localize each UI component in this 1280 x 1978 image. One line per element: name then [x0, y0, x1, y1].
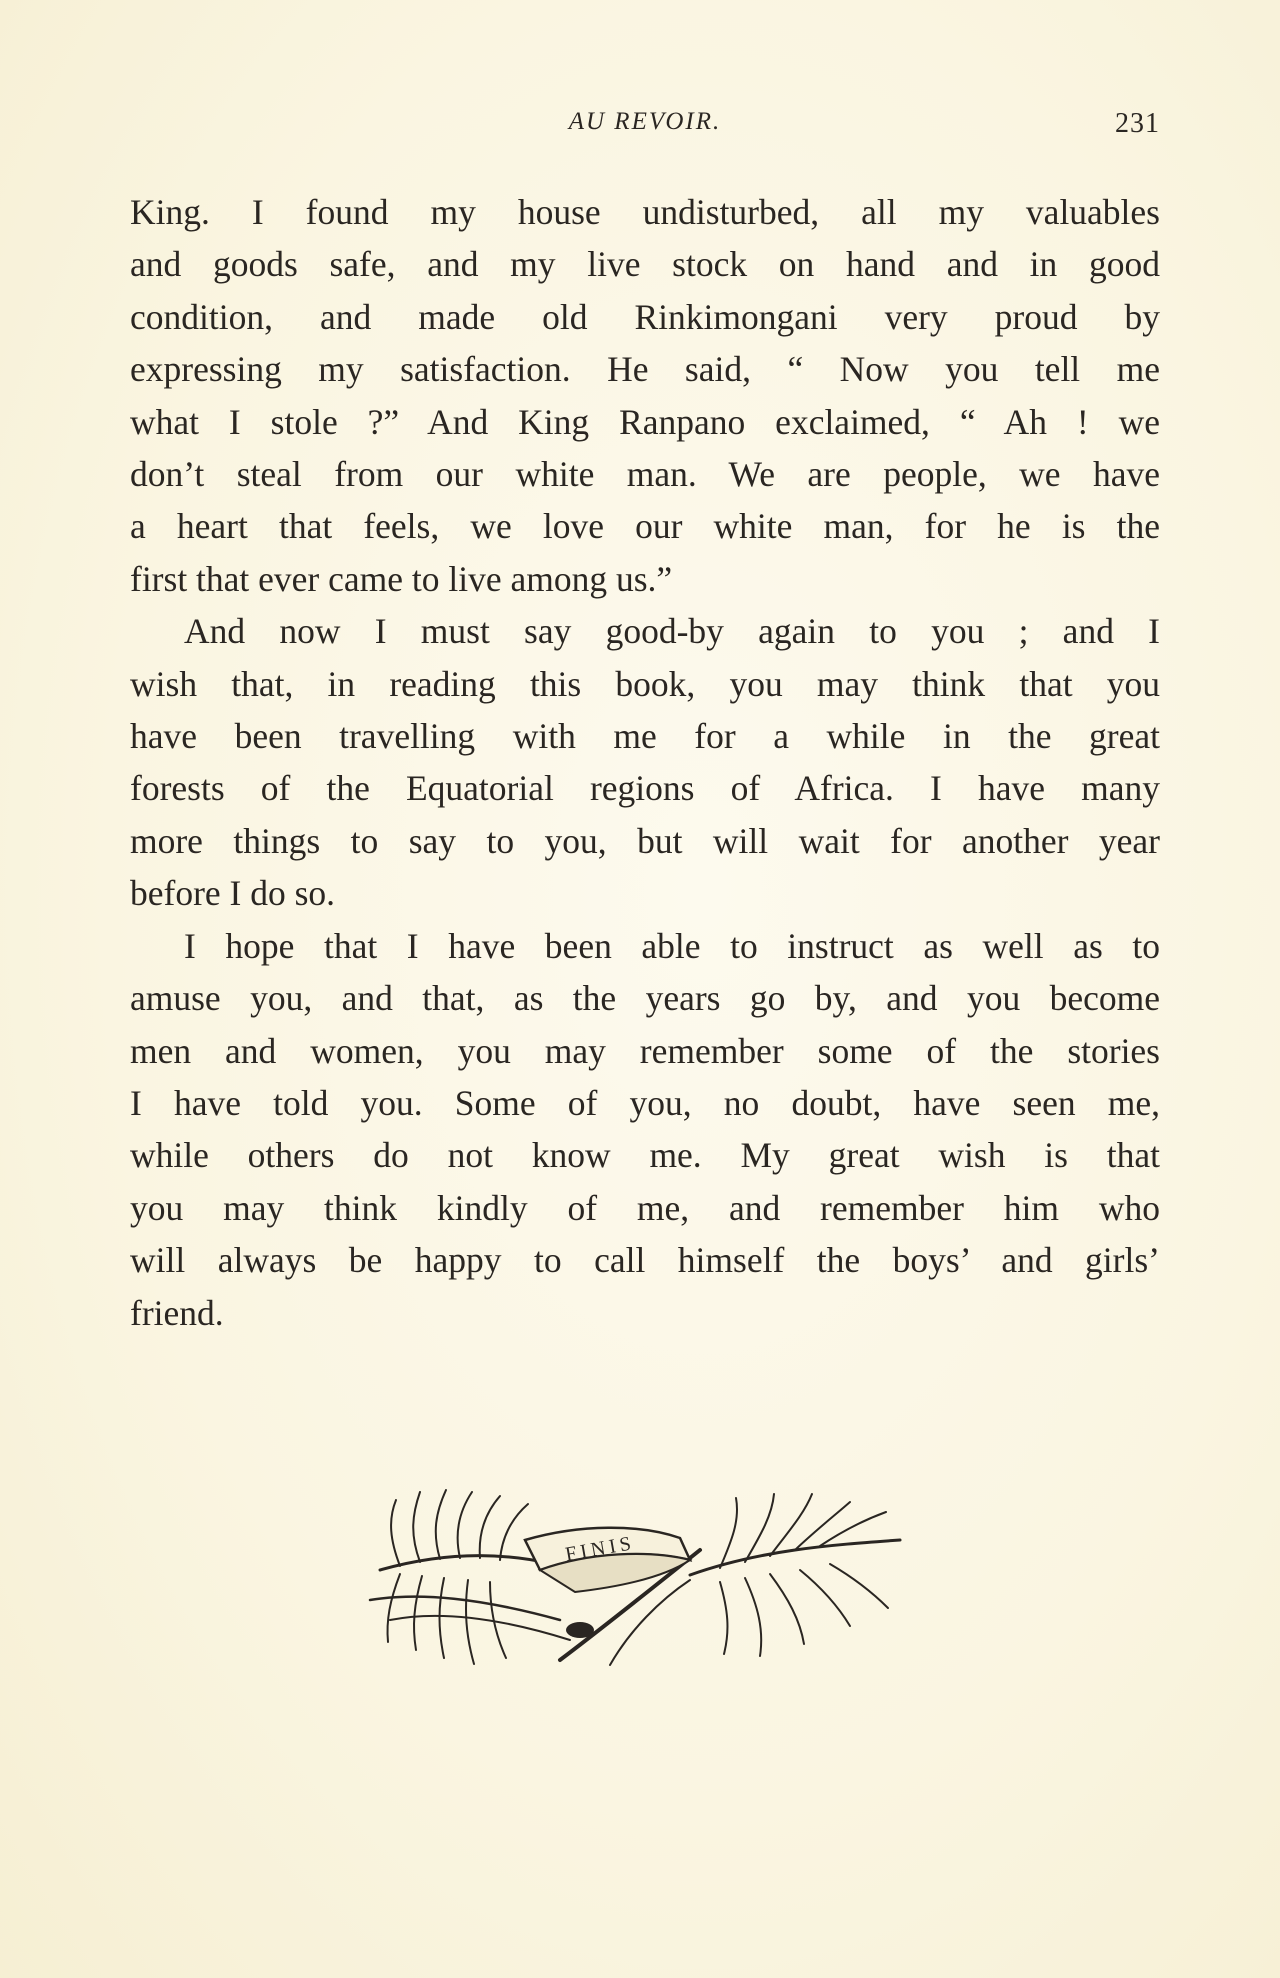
text-line: what I stole ?” And King Ranpano exclaimed, “ Ah ! we [130, 401, 1160, 442]
text-line: have been travelling with me for a while in the great [130, 716, 1160, 757]
text-line: will always be happy to call himself the boys’ and girls’ [130, 1240, 1160, 1281]
text-line: a heart that feels, we love our white man, for he is the [130, 506, 1160, 547]
text-line: King. I found my house undisturbed, all my valuables [130, 192, 1160, 232]
page-number: 231 [1115, 108, 1160, 139]
text-line: condition, and made old Rinkimongani very proud by [130, 296, 1160, 337]
text-line: wish that, in reading this book, you may think that you [130, 663, 1160, 704]
text-line: and goods safe, and my live stock on hand and in good [130, 244, 1160, 285]
body-text [130, 186, 1160, 1339]
palm-fronds-icon [360, 1480, 920, 1680]
text-line: while others do not know me. My great wish is that [130, 1135, 1160, 1176]
text-line: before I do so. [130, 873, 336, 914]
text-line: And now I must say good-by again to you ; and I [184, 611, 1160, 652]
text-line: first that ever came to live among us.” [130, 558, 673, 599]
text-line: men and women, you may remember some of the stories [130, 1030, 1160, 1071]
running-title: AU REVOIR. [568, 108, 722, 135]
text-line: you may think kindly of me, and remember him who [130, 1187, 1160, 1228]
paragraph-1 [130, 186, 1160, 605]
text-line: don’t steal from our white man. We are people, we have [130, 454, 1160, 495]
text-line: forests of the Equatorial regions of Africa. I have many [130, 768, 1160, 809]
finis-text: FINIS [563, 1531, 637, 1566]
text-line: friend. [130, 1292, 224, 1333]
paragraph-3 [130, 920, 1160, 1339]
finis-ornament [360, 1480, 920, 1680]
paragraph-2 [130, 605, 1160, 919]
text-line: more things to say to you, but will wait for another year [130, 820, 1160, 861]
text-line: expressing my satisfaction. He said, “ Now you tell me [130, 349, 1160, 390]
text-line: I have told you. Some of you, no doubt, have seen me, [130, 1082, 1160, 1123]
text-line: amuse you, and that, as the years go by, and you become [130, 978, 1160, 1019]
running-head [130, 108, 1160, 148]
text-line: I hope that I have been able to instruct as well as to [184, 925, 1160, 966]
